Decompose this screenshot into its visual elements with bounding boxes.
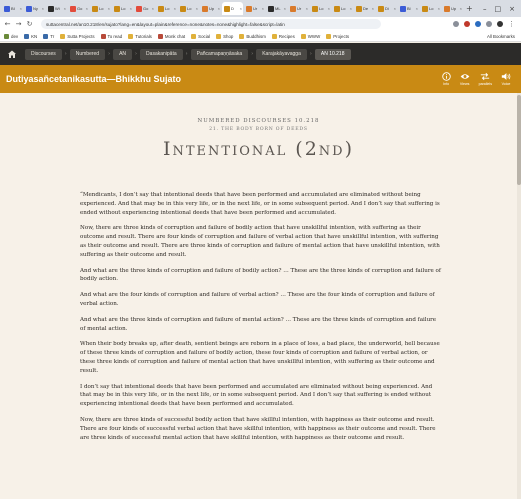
breadcrumb-separator-icon: › (108, 51, 111, 57)
browser-tab[interactable] (376, 2, 397, 15)
bookmark-label: Social (198, 33, 211, 39)
browser-tab-strip (0, 0, 521, 17)
bookmark-label: Projects (333, 33, 350, 39)
parallels-arrows-icon (480, 72, 490, 81)
scrollbar-thumb[interactable] (517, 95, 521, 185)
tab-favicon-icon (444, 6, 450, 12)
bookmark-item[interactable] (4, 34, 18, 39)
tab-close-icon[interactable]: × (371, 6, 374, 11)
info-label: Info (443, 82, 450, 86)
tab-label: Lo (165, 6, 170, 11)
tab-close-icon[interactable]: × (107, 6, 110, 11)
tab-close-icon[interactable]: × (217, 6, 220, 11)
extension-icon[interactable] (486, 21, 492, 27)
folder-icon (60, 34, 65, 39)
menu-kebab-icon[interactable]: ⋮ (508, 20, 515, 28)
browser-tab[interactable] (2, 2, 23, 15)
breadcrumb-separator-icon: › (185, 51, 188, 57)
sutta-paragraph: Now, there are three kinds of successful bodily action that have skillful intention, with happiness as their outcome and result. There are four kinds of successful verbal action that have skillful intention, with happiness as their outcome and result. There are three kinds of successful mental action that have skillful intention, with happiness as their outcome and result. (80, 416, 436, 441)
new-tab-icon[interactable]: + (466, 4, 473, 13)
tab-favicon-icon (202, 6, 208, 12)
bookmark-label: Tr (50, 33, 55, 39)
breadcrumb (0, 43, 521, 65)
window-controls (483, 5, 521, 13)
bookmark-label: KN (31, 33, 38, 39)
tab-favicon-icon (312, 6, 318, 12)
tab-favicon-icon (136, 6, 142, 12)
views-button[interactable] (460, 72, 470, 86)
bookmark-item[interactable] (326, 34, 349, 39)
maximize-icon[interactable]: □ (494, 4, 502, 13)
tab-favicon-icon (356, 6, 362, 12)
views-label: Views (459, 82, 470, 86)
tab-label: Lo (99, 6, 104, 11)
bookmark-item[interactable] (158, 34, 185, 39)
back-icon[interactable]: ← (4, 20, 11, 28)
tab-close-icon[interactable]: × (195, 6, 198, 11)
browser-address-bar (0, 17, 521, 31)
bookmark-item[interactable] (239, 34, 266, 39)
browser-tab[interactable] (442, 2, 463, 15)
bookmark-label: Tutorials (135, 33, 152, 39)
tab-label: Lo (429, 6, 434, 11)
extension-icon[interactable] (453, 21, 459, 27)
breadcrumb-separator-icon: › (135, 51, 138, 57)
tab-close-icon[interactable]: × (173, 6, 176, 11)
tab-favicon-icon (70, 6, 76, 12)
bookmark-label: Sutta Projects (67, 33, 95, 39)
browser-tab[interactable] (222, 2, 243, 15)
browser-tab[interactable] (24, 2, 45, 15)
tab-favicon-icon (48, 6, 54, 12)
folder-icon (43, 34, 48, 39)
info-button[interactable] (442, 72, 451, 86)
browser-tab[interactable] (288, 2, 309, 15)
bookmark-label: Shop (223, 33, 234, 39)
bookmark-label: dev (11, 33, 19, 39)
folder-icon (24, 34, 29, 39)
breadcrumb-item[interactable]: Numbered (70, 49, 105, 60)
tab-label: Ur (297, 6, 302, 11)
tab-favicon-icon (290, 6, 296, 12)
reload-icon[interactable]: ↻ (26, 20, 33, 28)
tab-close-icon[interactable]: × (437, 6, 440, 11)
folder-icon (239, 34, 244, 39)
tab-label: ML (275, 6, 281, 11)
sutta-paragraph: And what are the three kinds of corruption and failure of mental action? … These are the three kinds of corruption and failure of mental action. (80, 316, 437, 332)
tab-label: Go (77, 6, 83, 11)
extension-icon[interactable] (464, 21, 470, 27)
folder-icon (326, 34, 331, 39)
tab-close-icon[interactable]: × (239, 6, 242, 11)
sutta-paragraph: And what are the four kinds of corruption and failure of verbal action? … These are the four kinds of corruption and failure of verbal action. (80, 292, 435, 307)
bookmarks-bar (0, 31, 521, 42)
tab-label: Wi (55, 6, 60, 11)
tab-close-icon[interactable]: × (63, 6, 66, 11)
tab-close-icon[interactable]: × (151, 6, 154, 11)
page-title: Dutiyasañcetanikasutta—Bhikkhu Sujato (6, 74, 182, 84)
breadcrumb-item[interactable]: Karajakāyavagga (256, 49, 307, 60)
tab-label: Lo (341, 6, 346, 11)
tab-close-icon[interactable]: × (393, 6, 396, 11)
browser-tab[interactable] (354, 2, 375, 15)
bookmark-label: WWW (307, 33, 321, 39)
folder-icon (301, 34, 306, 39)
tab-favicon-icon (26, 6, 32, 12)
browser-tab[interactable] (178, 2, 199, 15)
tab-close-icon[interactable]: × (129, 6, 132, 11)
breadcrumb-item[interactable]: AN 10.218 (315, 49, 351, 60)
sutta-title: Intentional (2nd) (162, 138, 355, 160)
tab-label: Go (143, 6, 149, 11)
tab-close-icon[interactable]: × (415, 6, 418, 11)
eye-icon (460, 72, 470, 81)
sutta-text (80, 191, 441, 449)
sutta-content (0, 93, 517, 499)
tab-favicon-icon (246, 6, 252, 12)
browser-tab[interactable] (420, 2, 441, 15)
breadcrumb-item[interactable]: Discourses (25, 49, 62, 60)
breadcrumb-item[interactable]: Dasakanipāta (140, 49, 183, 60)
sutta-paragraph: “Mendicants, I don’t say that intentional deeds that have been performed and accumulated are eliminated without being experienced. And that may be in this very life, or in the next life, or in some subsequent period. And I don’t say that suffering is ended without experiencing intentional deeds that have been performed and accumulated. (80, 192, 440, 216)
browser-tab[interactable] (68, 2, 89, 15)
browser-tab[interactable] (46, 2, 67, 15)
minimize-icon[interactable]: – (483, 4, 487, 13)
close-window-icon[interactable]: × (509, 4, 515, 13)
sutta-paragraph: I don’t say that intentional deeds that have been performed and accumulated are eliminated without being experienced. And that may be in this very life, or in the next life, or in some subsequent period. And I don’t say that suffering is ended without experiencing intentional deeds that have been performed and accumulated. (80, 383, 433, 408)
breadcrumb-separator-icon: › (251, 51, 254, 57)
site-title-bar (0, 65, 521, 93)
forward-icon[interactable]: → (15, 20, 22, 28)
browser-tab[interactable] (134, 2, 155, 15)
sutta-header (0, 118, 517, 160)
parallels-button[interactable] (479, 72, 492, 86)
extension-icon[interactable] (475, 21, 481, 27)
tab-label: Ur (253, 6, 258, 11)
browser-tab[interactable] (90, 2, 111, 15)
bookmark-item[interactable] (43, 34, 54, 39)
folder-icon (272, 34, 277, 39)
bookmark-item[interactable] (272, 34, 295, 39)
tab-label: Lo (187, 6, 192, 11)
tab-close-icon[interactable]: × (349, 6, 352, 11)
tab-label: Di (385, 6, 389, 11)
url-text: suttacentral.net/an10.218/en/sujato?lang=en&layout=plain&reference=none&notes=none&highlight=false&script=latin (46, 21, 285, 27)
browser-tab[interactable] (332, 2, 353, 15)
all-bookmarks-button[interactable]: All Bookmarks (486, 33, 515, 39)
browser-tab[interactable] (266, 2, 287, 15)
tab-favicon-icon (224, 6, 230, 12)
breadcrumb-separator-icon: › (64, 51, 67, 57)
tab-label: Lo (121, 6, 126, 11)
voice-button[interactable] (501, 72, 511, 86)
tab-close-icon[interactable]: × (283, 6, 286, 11)
tab-label: De (363, 6, 369, 11)
browser-tab[interactable] (244, 2, 265, 15)
breadcrumb-item[interactable]: AN (113, 49, 132, 60)
browser-tab[interactable] (398, 2, 419, 15)
tab-close-icon[interactable]: × (327, 6, 330, 11)
bookmark-item[interactable] (128, 34, 152, 39)
voice-label: Voice (501, 82, 511, 86)
folder-icon (216, 34, 221, 39)
tab-close-icon[interactable]: × (261, 6, 264, 11)
bookmark-label: Recipes (278, 33, 295, 39)
folder-icon (101, 34, 106, 39)
collection-heading: NUMBERED DISCOURSES 10.218 (197, 118, 320, 124)
tab-favicon-icon (400, 6, 406, 12)
bookmark-item[interactable] (24, 34, 37, 39)
tab-label: D (231, 6, 234, 11)
tab-favicon-icon (422, 6, 428, 12)
sutta-paragraph: When their body breaks up, after death, sentient beings are reborn in a place of loss, a bad place, the underworld, hell because of these three kinds of corruption and failure of bodily action, these four kinds of corruption and failure of verbal action, or these three kinds of corruption and failure of mental action that have unskillful intention, with suffering as their outcome and result. (80, 341, 440, 374)
tab-label: Ny (33, 6, 38, 11)
tab-close-icon[interactable]: × (305, 6, 308, 11)
tab-close-icon[interactable]: × (459, 6, 462, 11)
parallels-label: parallels (478, 82, 492, 86)
tab-favicon-icon (92, 6, 98, 12)
speaker-icon (501, 72, 511, 81)
tab-label: Bl (407, 6, 411, 11)
tab-label: Up (451, 6, 457, 11)
bookmark-item[interactable] (191, 34, 210, 39)
bookmark-item[interactable] (101, 34, 123, 39)
tab-favicon-icon (268, 6, 274, 12)
section-heading: 21. THE BODY BORN OF DEEDS (209, 127, 308, 132)
bookmark-item[interactable] (60, 34, 94, 39)
tab-favicon-icon (378, 6, 384, 12)
sutta-paragraph: And what are the three kinds of corruption and failure of bodily action? … These are the three kinds of corruption and failure of bodily action. (80, 267, 441, 283)
tab-close-icon[interactable]: × (85, 6, 88, 11)
tab-favicon-icon (180, 6, 186, 12)
folder-icon (191, 34, 196, 39)
bookmark-label: Buddhism (246, 33, 266, 39)
tab-favicon-icon (334, 6, 340, 12)
url-input[interactable] (41, 19, 381, 29)
home-icon[interactable] (6, 48, 18, 60)
tab-favicon-icon (114, 6, 120, 12)
tab-close-icon[interactable]: × (41, 6, 44, 11)
tab-favicon-icon (4, 6, 10, 12)
breadcrumb-item[interactable]: Pañcamapaṇṇāsaka (191, 49, 249, 60)
folder-icon (128, 34, 133, 39)
info-icon (442, 72, 451, 81)
browser-tab[interactable] (156, 2, 177, 15)
bookmark-item[interactable] (216, 34, 233, 39)
bookmark-label: Monk chat (164, 33, 186, 39)
bookmark-item[interactable] (301, 34, 320, 39)
tab-close-icon[interactable]: × (19, 6, 22, 11)
tab-label: Up (209, 6, 215, 11)
browser-tab[interactable] (310, 2, 331, 15)
browser-tab[interactable] (200, 2, 221, 15)
bookmark-label: To read (107, 33, 123, 39)
tab-favicon-icon (158, 6, 164, 12)
profile-avatar-icon[interactable] (497, 21, 503, 27)
tab-label: Lo (319, 6, 324, 11)
sutta-paragraph: Now, there are three kinds of corruption and failure of bodily action that have unskillful intention, with suffering as their outcome and result. There are four kinds of corruption and failure of verbal action that have unskillful intention, with suffering as their outcome and result. There are three kinds of corruption and failure of mental action that have unskillful intention, with suffering as their outcome and result. (80, 225, 440, 258)
breadcrumb-separator-icon: › (309, 51, 312, 57)
folder-icon (158, 34, 163, 39)
browser-tab[interactable] (112, 2, 133, 15)
tab-label: BI (11, 6, 15, 11)
folder-icon (4, 34, 9, 39)
